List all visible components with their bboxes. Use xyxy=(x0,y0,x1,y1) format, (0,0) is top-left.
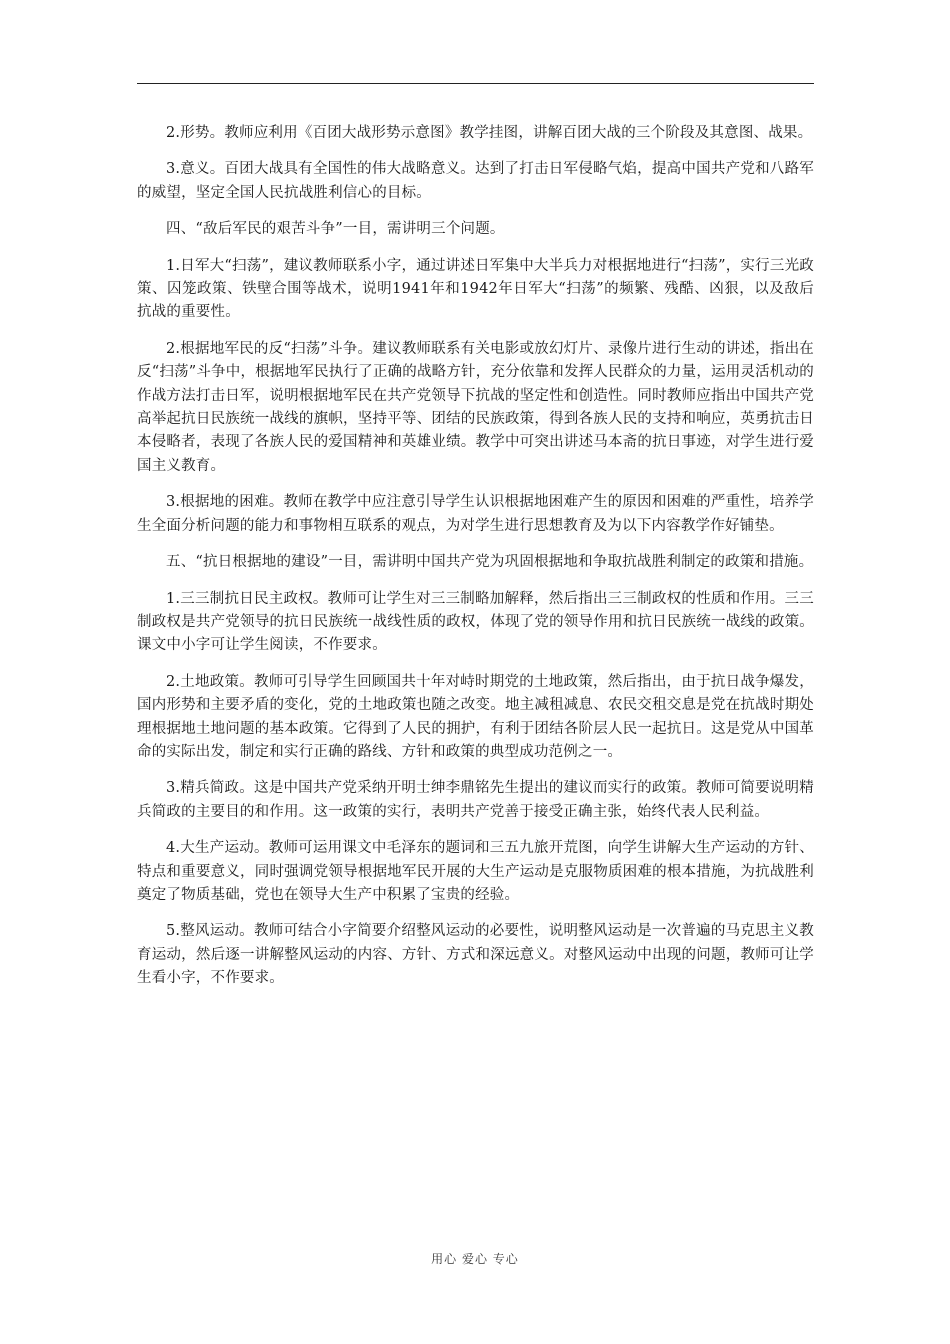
paragraph: 1.日军大“扫荡”，建议教师联系小字，通过讲述日军集中大半兵力对根据地进行“扫荡”，实行三光政策、囚笼政策、铁壁合围等战术，说明1941年和1942年日军大“扫荡”的频繁、残酷、凶狠，以及敌后抗战的重要性。 xyxy=(137,257,814,321)
paragraph: 5.整风运动。教师可结合小字简要介绍整风运动的必要性，说明整风运动是一次普遍的马克思主义教育运动，然后逐一讲解整风运动的内容、方针、方式和深远意义。对整风运动中出现的问题，教师可让学生看小字，不作要求。 xyxy=(137,923,814,987)
paragraph: 3.根据地的困难。教师在教学中应注意引导学生认识根据地困难产生的原因和困难的严重性，培养学生全面分析问题的能力和事物相互联系的观点，为对学生进行思想教育及为以下内容教学作好铺垫。 xyxy=(137,494,814,534)
paragraph: 4.大生产运动。教师可运用课文中毛泽东的题词和三五九旅开荒图，向学生讲解大生产运动的方针、特点和重要意义，同时强调党领导根据地军民开展的大生产运动是克服物质困难的根本措施，为抗战胜利奠定了物质基础，党也在领导大生产中积累了宝贵的经验。 xyxy=(137,840,814,903)
paragraph: 3.意义。百团大战具有全国性的伟大战略意义。达到了打击日军侵略气焰，提高中国共产党和八路军的威望，坚定全国人民抗战胜利信心的目标。 xyxy=(137,161,814,201)
section-heading: 五、“抗日根据地的建设”一目，需讲明中国共产党为巩固根据地和争取抗战胜利制定的政策和措施。 xyxy=(166,554,814,571)
paragraph: 1.三三制抗日民主政权。教师可让学生对三三制略加解释，然后指出三三制政权的性质和作用。三三制政权是共产党领导的抗日民族统一战线性质的政权，体现了党的领导作用和抗日民族统一战线的政策。课文中小字可让学生阅读，不作要求。 xyxy=(137,590,814,654)
page-footer: 用心 爱心 专心 xyxy=(431,1252,519,1266)
paragraph: 2.土地政策。教师可引导学生回顾国共十年对峙时期党的土地政策，然后指出，由于抗日战争爆发，国内形势和主要矛盾的变化，党的土地政策也随之改变。地主减租减息、农民交租交息是党在抗战时期处理根据地土地问题的基本政策。它得到了人民的拥护，有利于团结各阶层人民一起抗日。这是党从中国革命的实际出发，制定和实行正确的路线、方针和政策的典型成功范例之一。 xyxy=(137,673,814,760)
paragraph: 2.根据地军民的反“扫荡”斗争。建议教师联系有关电影或放幻灯片、录像片进行生动的讲述，指出在反“扫荡”斗争中，根据地军民执行了正确的战略方针，充分依靠和发挥人民群众的力量，运用灵活机动的作战方法打击日军，说明根据地军民在共产党领导下抗战的坚定性和创造性。同时教师应指出中国共产党高举起抗日民族统一战线的旗帜，坚持平等、团结的民族政策，得到各族人民的支持和响应，英勇抗击日本侵略者，表现了各族人民的爱国精神和英雄业绩。教学中可突出讲述马本斋的抗日事迹，对学生进行爱国主义教育。 xyxy=(137,340,814,474)
section-heading: 四、“敌后军民的艰苦斗争”一目，需讲明三个问题。 xyxy=(166,221,505,238)
document-body xyxy=(137,122,814,1004)
paragraph: 2.形势。教师应利用《百团大战形势示意图》教学挂图，讲解百团大战的三个阶段及其意图、战果。 xyxy=(166,125,813,141)
header-rule xyxy=(137,83,814,84)
paragraph: 3.精兵简政。这是中国共产党采纳开明士绅李鼎铭先生提出的建议而实行的政策。教师可简要说明精兵简政的主要目的和作用。这一政策的实行，表明共产党善于接受正确主张，始终代表人民利益。 xyxy=(137,780,814,820)
